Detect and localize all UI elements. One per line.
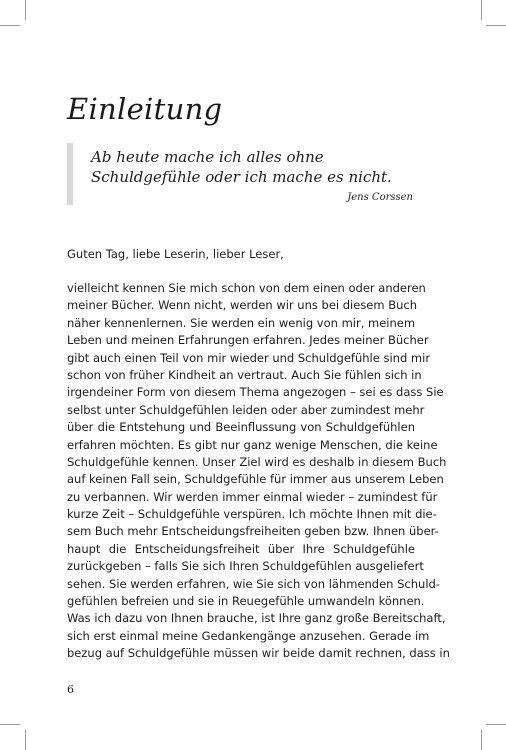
- crop-mark-top-right: [481, 0, 482, 20]
- crop-mark-right-bottom: [486, 724, 506, 725]
- body-text: [67, 280, 450, 663]
- body-line: auf keinen Fall sein, Schuldgefühle für immer aus unserem Leben: [67, 472, 444, 487]
- greeting: Guten Tag, liebe Leserin, lieber Leser,: [67, 247, 284, 261]
- epigraph-line: Schuldgefühle oder ich mache es nicht.: [91, 168, 392, 186]
- body-line: selbst unter Schuldgefühlen leiden oder aber zumindest mehr: [67, 402, 425, 417]
- body-line: näher kennenlernen. Sie werden ein wenig von mir, meinem: [67, 315, 416, 330]
- crop-mark-left-bottom: [0, 724, 20, 725]
- body-line: gibt auch einen Teil von mir wieder und Schuldgefühle sind mir: [67, 350, 431, 365]
- body-line: gefühlen befreien und sie in Reuegefühle umwandeln können.: [67, 594, 425, 609]
- body-line: vielleicht kennen Sie mich schon von dem einen oder anderen: [67, 281, 426, 295]
- body-line: bezug auf Schuldgefühle müssen wir beide damit rechnen, dass in: [67, 646, 450, 661]
- body-line: meiner Bücher. Wenn nicht, werden wir uns bei diesem Buch: [67, 298, 418, 313]
- body-line: Schuldgefühle kennen. Unser Ziel wird es deshalb in diesem Buch: [67, 454, 447, 469]
- epigraph-bar: [67, 143, 73, 205]
- chapter-title: Einleitung: [67, 92, 223, 126]
- body-line: kurze Zeit – Schuldgefühle verspüren. Ich möchte Ihnen mit die-: [67, 507, 437, 522]
- body-line: über die Entstehung und Beeinflussung von Schuldgefühlen: [67, 420, 415, 435]
- epigraph-author: Jens Corssen: [347, 192, 413, 203]
- body-line: irgendeiner Form von diesem Thema angezogen – sei es dass Sie: [67, 385, 444, 400]
- body-line: haupt die Entscheidungsfreiheit über Ihre Schuldgefühle: [67, 541, 415, 556]
- body-line: erfahren möchten. Es gibt nur ganz wenige Menschen, die keine: [67, 437, 438, 452]
- body-line: sich erst einmal meine Gedankengänge anzusehen. Gerade im: [67, 628, 430, 643]
- body-line: zu verbannen. Wir werden immer einmal wieder – zumindest für: [67, 489, 438, 504]
- body-line: Was ich dazu von Ihnen brauche, ist Ihre ganz große Bereitschaft,: [67, 611, 446, 626]
- page-number: 6: [67, 683, 74, 696]
- crop-mark-left-top: [0, 25, 20, 26]
- body-line: schon von früher Kindheit an vertraut. Auch Sie fühlen sich in: [67, 367, 422, 382]
- epigraph: [67, 143, 417, 205]
- body-line: sehen. Sie werden erfahren, wie Sie sich von lähmenden Schuld-: [67, 576, 440, 591]
- body-line: sem Buch mehr Entscheidungsfreiheiten geben bzw. Ihnen über-: [67, 524, 439, 539]
- crop-mark-bottom-right: [481, 730, 482, 750]
- epigraph-line: Ab heute mache ich alles ohne: [91, 148, 324, 166]
- body-line: Leben und meinen Erfahrungen erfahren. Jedes meiner Bücher: [67, 333, 429, 348]
- crop-mark-top-left: [25, 0, 26, 20]
- body-line: zurückgeben – falls Sie sich Ihren Schuldgefühlen ausgeliefert: [67, 559, 424, 574]
- crop-mark-right-top: [486, 25, 506, 26]
- crop-mark-bottom-left: [25, 730, 26, 750]
